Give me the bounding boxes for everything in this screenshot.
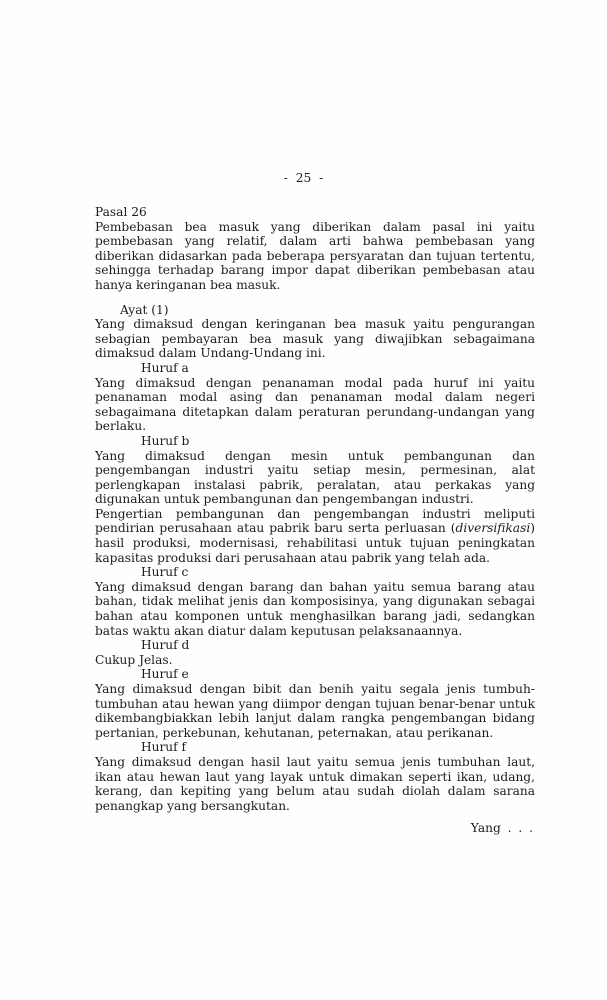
huruf-a-paragraph: Yang dimaksud dengan penanaman modal pada huruf ini yaitu penanaman modal asing dan penanaman modal dalam negeri sebagaimana ditetapkan dalam peraturan perundang-undangan yang berlaku. [95, 375, 535, 434]
page-number: - 25 - [283, 171, 324, 185]
huruf-e-paragraph: Yang dimaksud dengan bibit dan benih yaitu segala jenis tumbuh-tumbuhan atau hewan yang diimpor dengan tujuan benar-benar untuk dikembangbiakkan lebih lanjut dalam rangka pengembangan bidang pertanian, perkebunan, kehutanan, peternakan, atau perikanan. [95, 682, 535, 740]
pasal-26-heading: Pasal 26 [95, 205, 147, 219]
catchword: Yang . . . [470, 821, 533, 836]
huruf-b-paragraph-2-pre: Pengertian pembangunan dan pengembangan industri meliputi pendirian perusahaan atau pabrik baru serta perluasan ( [95, 506, 535, 536]
huruf-b-paragraph-2 [95, 507, 535, 565]
huruf-c-paragraph: Yang dimaksud dengan barang dan bahan yaitu semua barang atau bahan, tidak melihat jenis dan komposisinya, yang digunakan sebagai bahan atau komponen untuk menghasilkan barang jadi, sedangkan batas waktu akan diatur dalam keputusan pelaksanaannya. [95, 579, 535, 638]
huruf-f-label: Huruf f [141, 740, 187, 755]
huruf-d-label: Huruf d [141, 638, 190, 653]
pasal-26-intro-paragraph: Pembebasan bea masuk yang diberikan dalam pasal ini yaitu pembebasan yang relatif, dalam arti bahwa pembebasan yang diberikan didasarkan pada beberapa persyaratan dan tujuan tertentu, sehingga terhadap barang impor dapat diberikan pembebasan atau hanya keringanan bea masuk. [95, 219, 535, 292]
huruf-b-paragraph-1: Yang dimaksud dengan mesin untuk pembangunan dan pengembangan industri yaitu setiap mesin, permesinan, alat perlengkapan instalasi pabrik, peralatan, atau perkakas yang digunakan untuk pembangunan dan pengembangan industri. [95, 448, 535, 507]
diversifikasi-italic-term: diversifikasi [455, 521, 531, 536]
ayat-1-paragraph: Yang dimaksud dengan keringanan bea masuk yaitu pengurangan sebagian pembayaran bea masuk yang diwajibkan sebagaimana dimaksud dalam Undang-Undang ini. [95, 317, 535, 361]
huruf-b-paragraph-2-post: ) hasil produksi, modernisasi, rehabilitasi untuk tujuan peningkatan kapasitas produksi dari perusahaan atau pabrik yang telah ada. [95, 521, 535, 565]
huruf-a-label: Huruf a [141, 360, 189, 375]
huruf-f-paragraph: Yang dimaksud dengan hasil laut yaitu semua jenis tumbuhan laut, ikan atau hewan laut yang layak untuk dimakan seperti ikan, udang, kerang, dan kepiting yang belum atau sudah diolah dalam sarana penangkap yang bersangkutan. [95, 754, 535, 813]
ayat-1-heading: Ayat (1) [120, 302, 169, 317]
huruf-c-label: Huruf c [141, 565, 189, 580]
huruf-e-label: Huruf e [141, 667, 189, 682]
document-body [95, 205, 535, 836]
huruf-b-label: Huruf b [141, 433, 190, 448]
huruf-d-paragraph: Cukup Jelas. [95, 652, 173, 667]
